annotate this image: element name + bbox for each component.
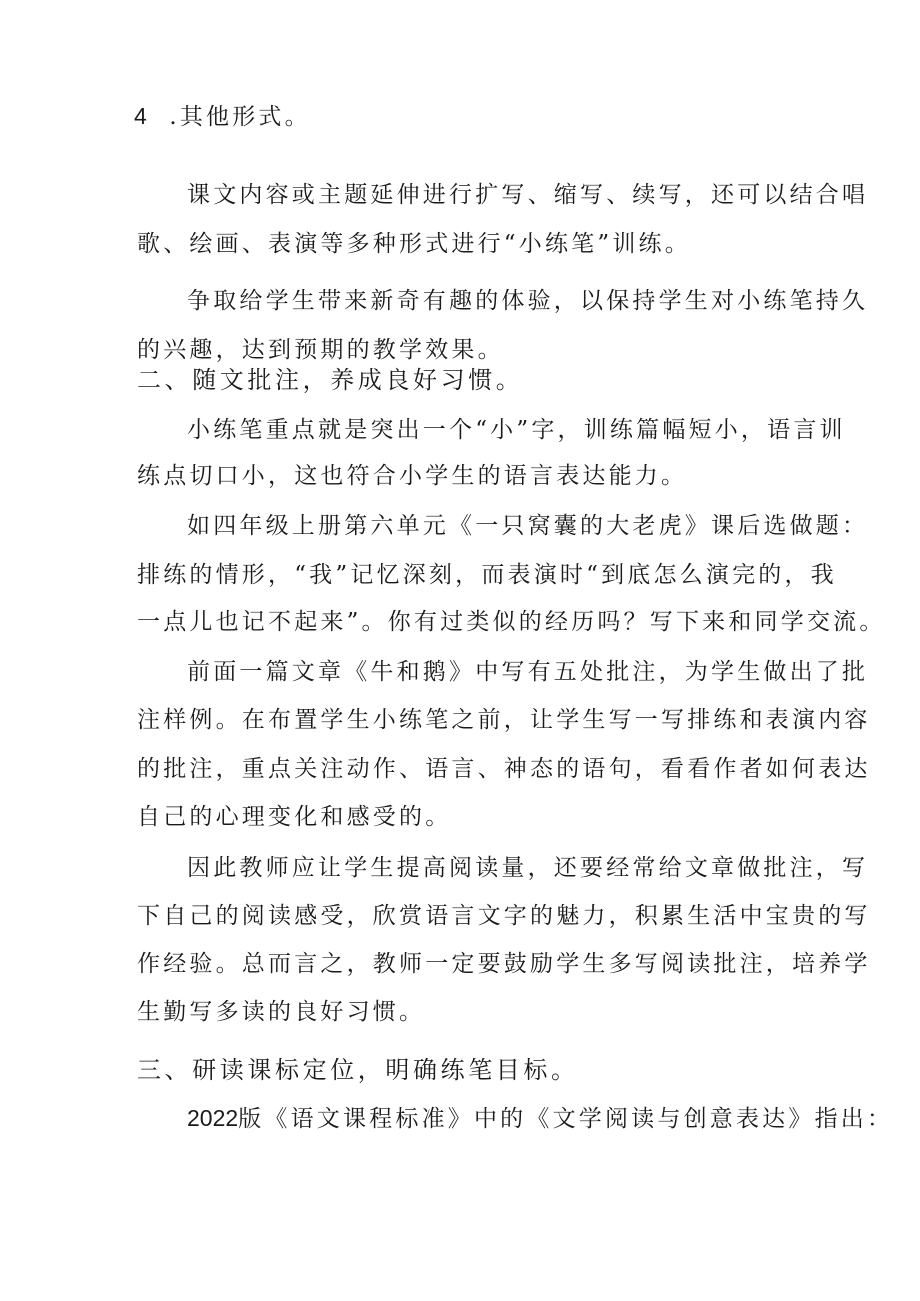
section-heading-2: 二、随文批注，养成良好习惯。 xyxy=(137,366,524,394)
paragraph-1-line-1: 课文内容或主题延伸进行扩写、缩写、续写，还可以结合唱 xyxy=(187,182,869,208)
paragraph-2-line-1: 争取给学生带来新奇有趣的体验，以保持学生对小练笔持久 xyxy=(187,288,869,314)
list-item-label: .其他形式。 xyxy=(169,104,311,130)
paragraph-3-line-2: 练点切口小，这也符合小学生的语言表达能力。 xyxy=(137,463,688,489)
paragraph-4-line-3: 一点儿也记不起来”。你有过类似的经历吗？写下来和同学交流。 xyxy=(137,609,886,635)
list-item-4 xyxy=(134,101,311,132)
paragraph-4-line-2: 排练的情形，“我”记忆深刻，而表演时“到底怎么演完的，我 xyxy=(137,562,837,588)
paragraph-4-line-1: 如四年级上册第六单元《一只窝囊的大老虎》课后选做题： xyxy=(187,513,869,539)
section-heading-3: 三、研读课标定位，明确练笔目标。 xyxy=(137,1056,579,1084)
paragraph-1-line-2: 歌、绘画、表演等多种形式进行“小练笔”训练。 xyxy=(137,231,691,257)
standard-year: 2022 xyxy=(187,1105,239,1131)
paragraph-5-line-2: 注样例。在布置学生小练笔之前，让学生写一写排练和表演内容 xyxy=(137,707,871,733)
paragraph-3-line-1: 小练笔重点就是突出一个“小”字，训练篇幅短小，语言训 xyxy=(187,417,846,443)
paragraph-6-line-3: 作经验。总而言之，教师一定要鼓励学生多写阅读批注，培养学 xyxy=(137,951,871,977)
paragraph-7-line-1 xyxy=(187,1103,893,1134)
paragraph-5-line-4: 自己的心理变化和感受的。 xyxy=(137,804,452,830)
paragraph-6-line-1: 因此教师应让学生提高阅读量，还要经常给文章做批注，写 xyxy=(187,855,869,881)
paragraph-2-line-2: 的兴趣，达到预期的教学效果。 xyxy=(137,337,504,363)
list-item-number: 4 xyxy=(134,103,147,129)
paragraph-7-text: 版《语文课程标准》中的《文学阅读与创意表达》指出： xyxy=(238,1106,894,1132)
paragraph-6-line-2: 下自己的阅读感受，欣赏语言文字的魅力，积累生活中宝贵的写 xyxy=(137,903,871,929)
paragraph-6-line-4: 生勤写多读的良好习惯。 xyxy=(137,999,426,1025)
paragraph-5-line-3: 的批注，重点关注动作、语言、神态的语句，看看作者如何表达 xyxy=(137,756,871,782)
paragraph-5-line-1: 前面一篇文章《牛和鹅》中写有五处批注，为学生做出了批 xyxy=(187,659,869,685)
